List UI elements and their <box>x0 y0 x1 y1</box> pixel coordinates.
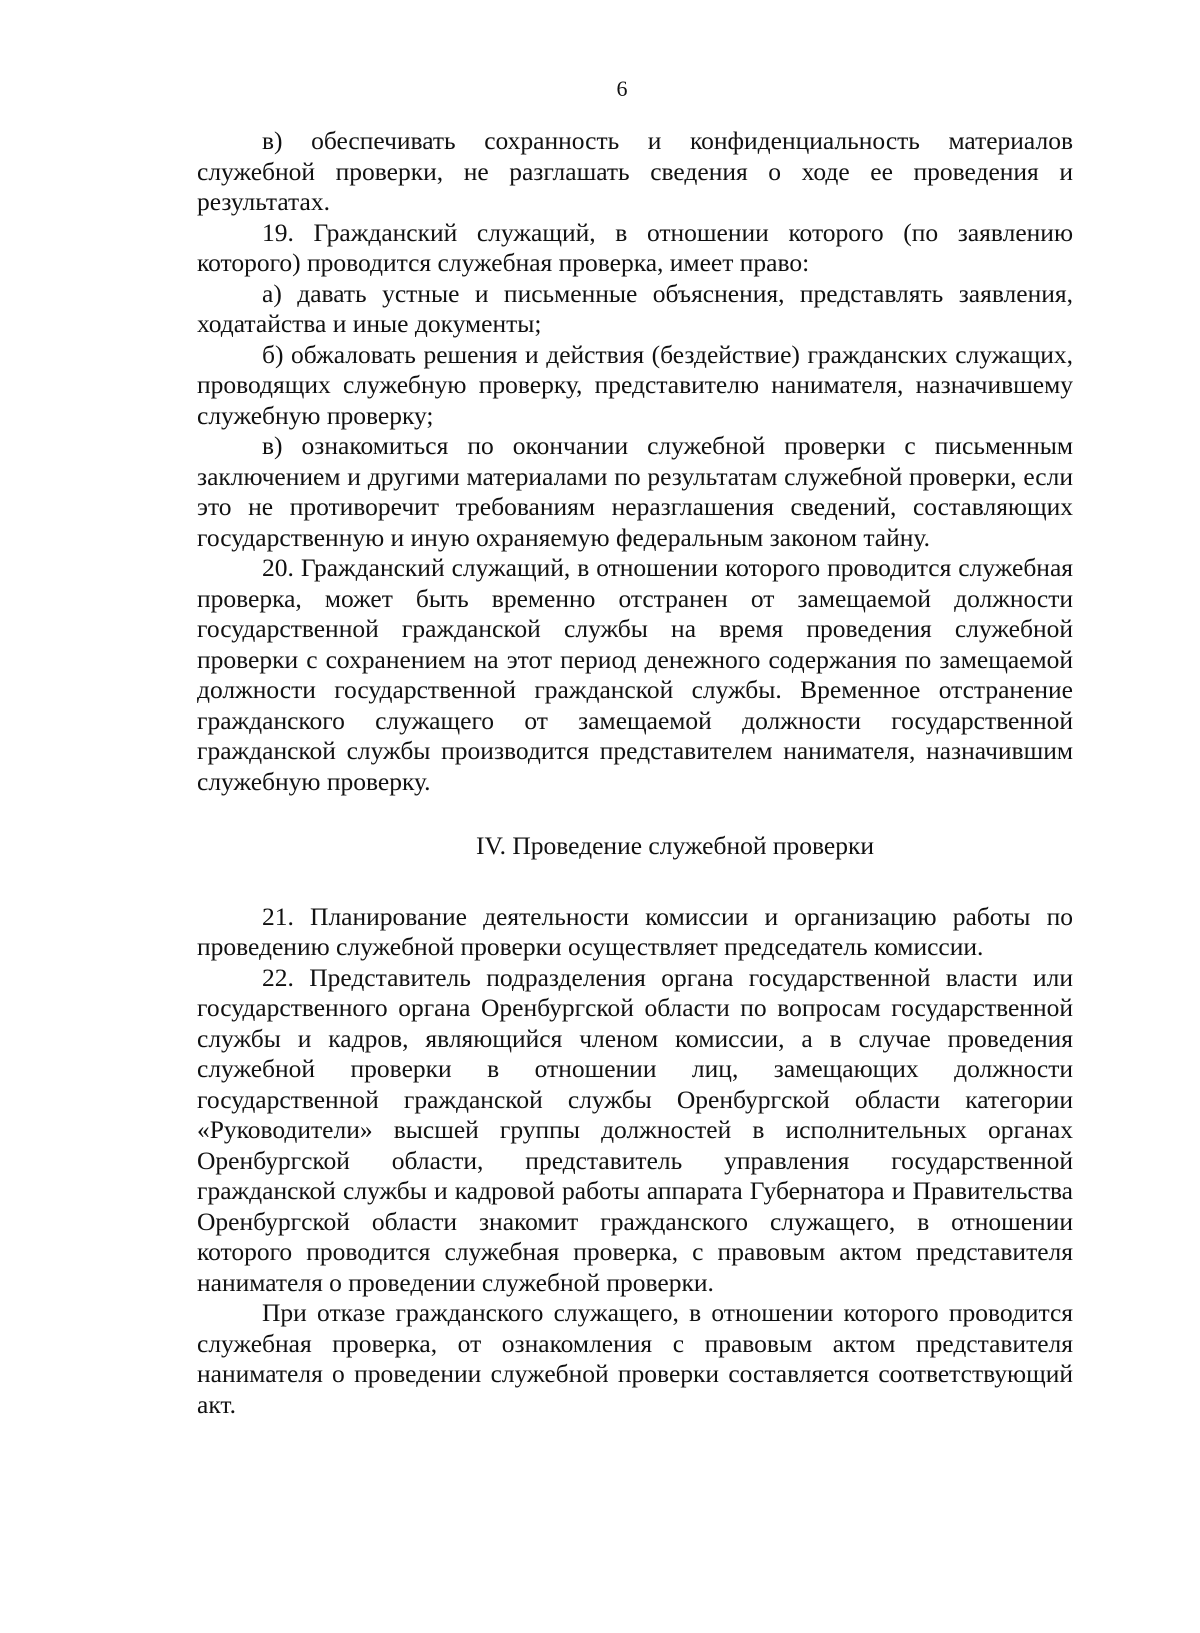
paragraph-20-suspension: 20. Гражданский служащий, в отношении которого проводится служебная проверка, может быть временно отстранен от замещаемой должности государственной гражданской службы на время проведения служебной проверки с сохранением на этот период денежного содержания по замещаемой должности государственной гражданской службы. Временное отстранение гражданского служащего от замещаемой должности государственной гражданской службы производится представителем нанимателя, назначившим служебную проверку. <box>197 553 1073 796</box>
paragraph-21-planning: 21. Планирование деятельности комиссии и организацию работы по проведению служебной проверки осуществляет председатель комиссии. <box>197 901 1073 961</box>
section-heading: IV. Проведение служебной проверки <box>475 831 875 860</box>
paragraph-19-rights-intro: 19. Гражданский служащий, в отношении которого (по заявлению которого) проводится служебная проверка, имеет право: <box>197 217 1073 277</box>
spacer <box>197 862 1073 902</box>
paragraph-item-v-confidentiality: в) обеспечивать сохранность и конфиденциальность материалов служебной проверки, не разглашать сведения о ходе ее проведения и результатах. <box>197 126 1073 216</box>
page-number: 6 <box>616 76 628 101</box>
paragraph-item-v-review-conclusion: в) ознакомиться по окончании служебной проверки с письменным заключением и другими материалами по результатам служебной проверки, если это не противоречит требованиям неразглашения сведений, составляющих государственную и иную охраняемую федеральным законом тайну. <box>197 431 1073 552</box>
paragraph-22-familiarization: 22. Представитель подразделения органа государственной власти или государственного органа Оренбургской области по вопросам государственной службы и кадров, являющийся членом комиссии, а в случае проведения служебной проверки в отношении лиц, замещающих должности государственной гражданской службы Оренбургской области категории «Руководители» высшей группы должностей в исполнительных органах Оренбургской области, представитель управления государственной гражданской службы и кадровой работы аппарата Губернатора и Правительства Оренбургской области знакомит гражданского служащего, в отношении которого проводится служебная проверка, с правовым актом представителя нанимателя о проведении служебной проверки. <box>197 962 1073 1297</box>
spacer <box>197 797 1073 831</box>
paragraph-item-a-explanations: а) давать устные и письменные объяснения, представлять заявления, ходатайства и иные документы; <box>197 278 1073 338</box>
paragraph-item-b-appeal: б) обжаловать решения и действия (бездействие) гражданских служащих, проводящих служебную проверку, представителю нанимателя, назначившему служебную проверку; <box>197 339 1073 430</box>
paragraph-refusal-act: При отказе гражданского служащего, в отношении которого проводится служебная проверка, от ознакомления с правовым актом представителя нанимателя о проведении служебной проверки составляется соответствующий акт. <box>197 1298 1073 1419</box>
document-body <box>197 126 1073 1420</box>
